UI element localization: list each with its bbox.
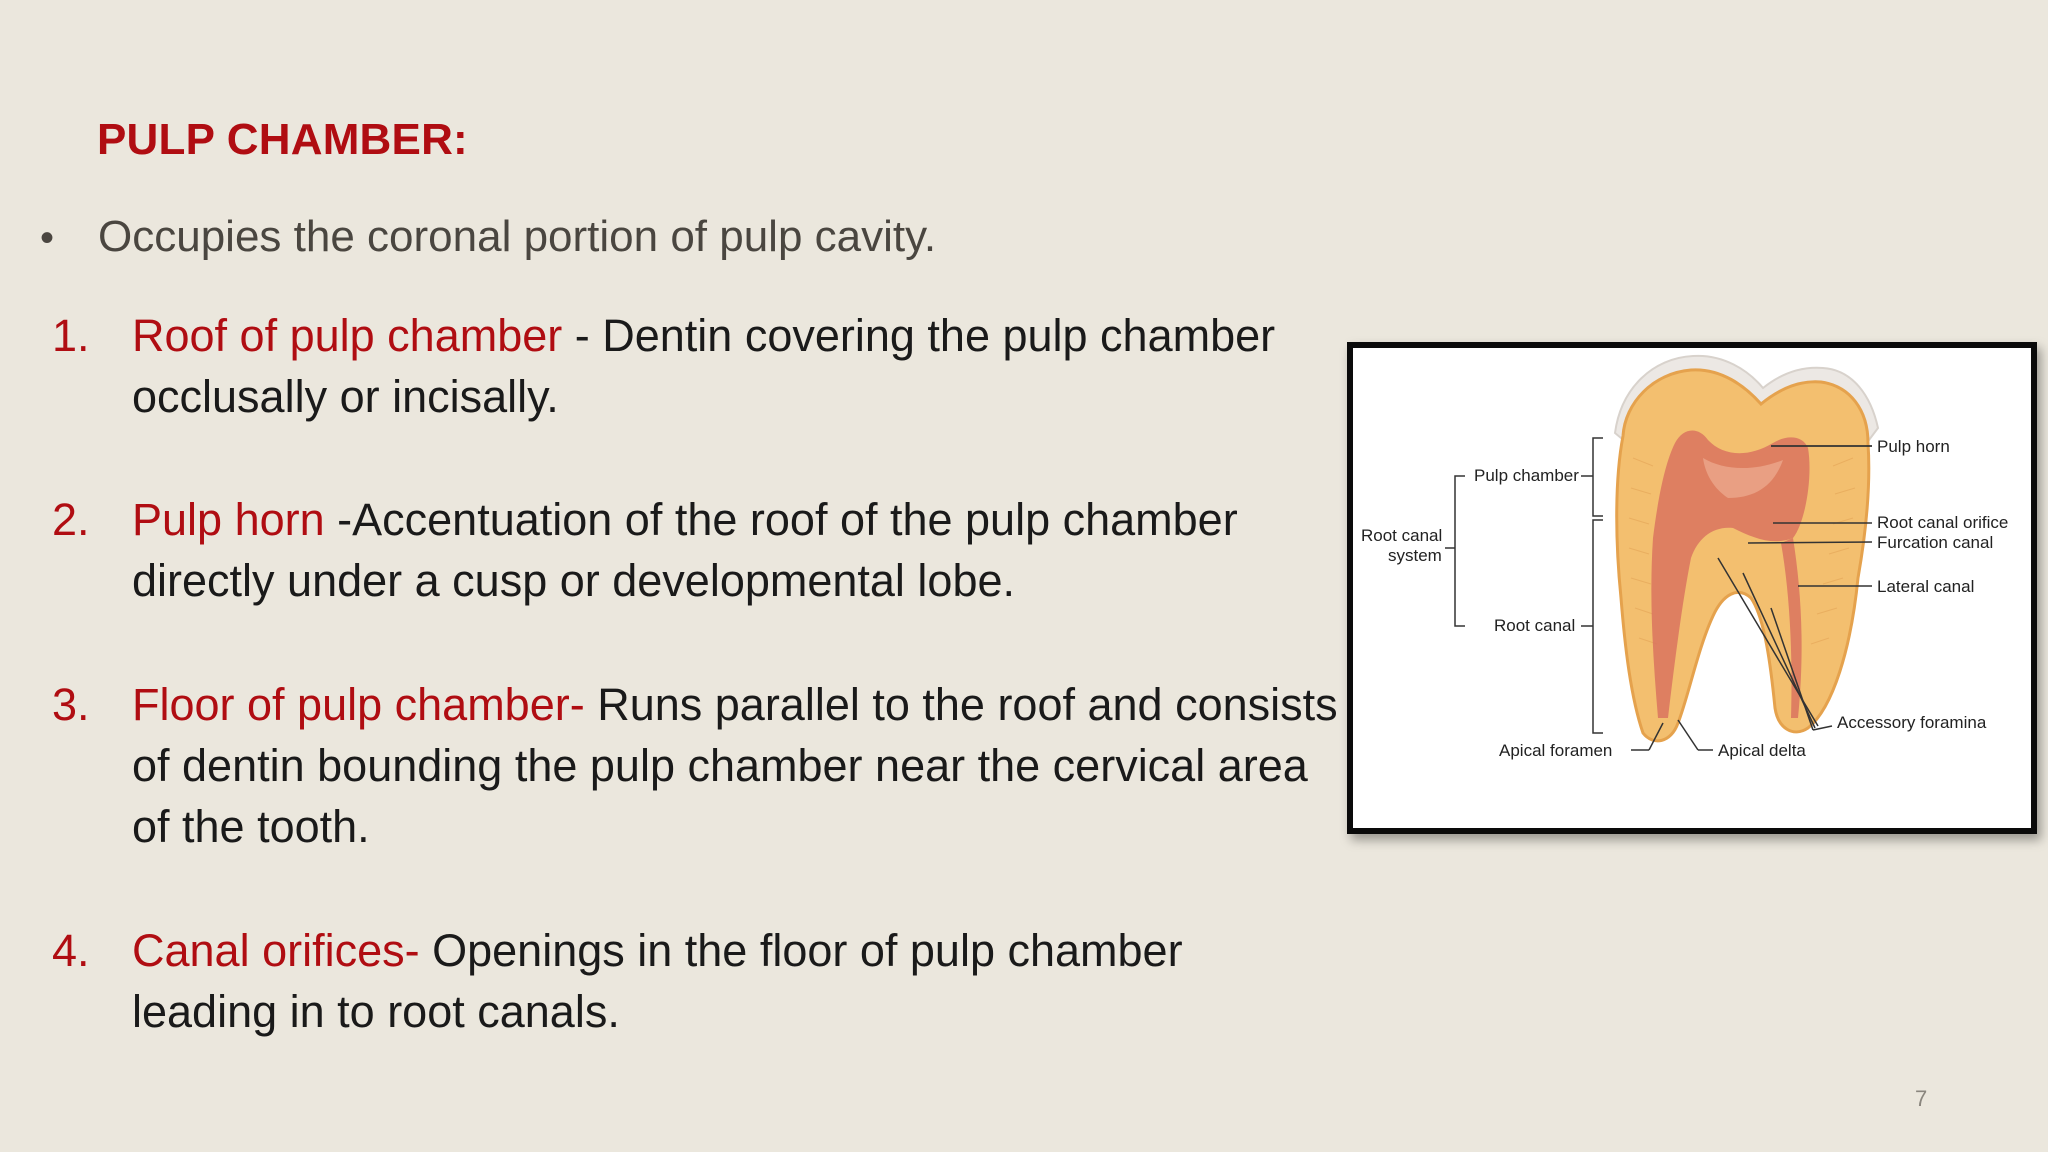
- list-number: 2.: [52, 494, 90, 545]
- label-root-canal: Root canal: [1494, 616, 1576, 635]
- list-description: Runs parallel to the roof and consists of dentin bounding the pulp chamber near the cervical area of the tooth.: [132, 679, 1338, 852]
- label-apical-foramen: Apical foramen: [1499, 741, 1613, 760]
- tooth-diagram: [1353, 348, 2031, 828]
- label-furcation-canal: Furcation canal: [1877, 533, 1994, 552]
- label-pulp-chamber: Pulp chamber: [1474, 466, 1579, 485]
- label-apical-delta: Apical delta: [1718, 741, 1806, 760]
- list-number: 4.: [52, 925, 90, 976]
- bullet-symbol: •: [40, 216, 55, 260]
- list-term: Floor of pulp chamber-: [132, 679, 585, 730]
- label-root-canal-system-2: system: [1388, 546, 1442, 565]
- label-lateral-canal: Lateral canal: [1877, 577, 1975, 596]
- list-item-pulp-horn: [52, 489, 1342, 611]
- list-description: -Accentuation of the roof of the pulp chamber directly under a cusp or developmental lobe.: [132, 494, 1238, 606]
- label-pulp-horn: Pulp horn: [1877, 437, 1950, 456]
- bullet-text: Occupies the coronal portion of pulp cavity.: [98, 212, 937, 261]
- list-item-canal-orifices: [52, 920, 1342, 1042]
- bracket-root-canal-system: [1445, 476, 1465, 626]
- list-item-roof: [52, 305, 1342, 427]
- tooth-diagram-figure: [1347, 342, 2037, 834]
- list-number: 1.: [52, 310, 90, 361]
- page-number: 7: [1915, 1086, 1928, 1111]
- list-term: Roof of pulp chamber: [132, 310, 563, 361]
- label-root-canal-system-1: Root canal: [1361, 526, 1443, 545]
- bracket-root-canal: [1581, 520, 1603, 733]
- list-term: Canal orifices-: [132, 925, 420, 976]
- label-root-canal-orifice: Root canal orifice: [1877, 513, 2009, 532]
- list-number: 3.: [52, 679, 90, 730]
- bracket-pulp-chamber: [1581, 438, 1603, 516]
- bullet-point: [40, 205, 936, 270]
- label-accessory-foramina: Accessory foramina: [1837, 713, 1987, 732]
- list-description: Openings in the floor of pulp chamber leading in to root canals.: [132, 925, 1183, 1037]
- slide-heading: PULP CHAMBER:: [97, 115, 468, 164]
- list-description: - Dentin covering the pulp chamber occlusally or incisally.: [132, 310, 1276, 422]
- list-item-floor: [52, 674, 1342, 857]
- list-term: Pulp horn: [132, 494, 325, 545]
